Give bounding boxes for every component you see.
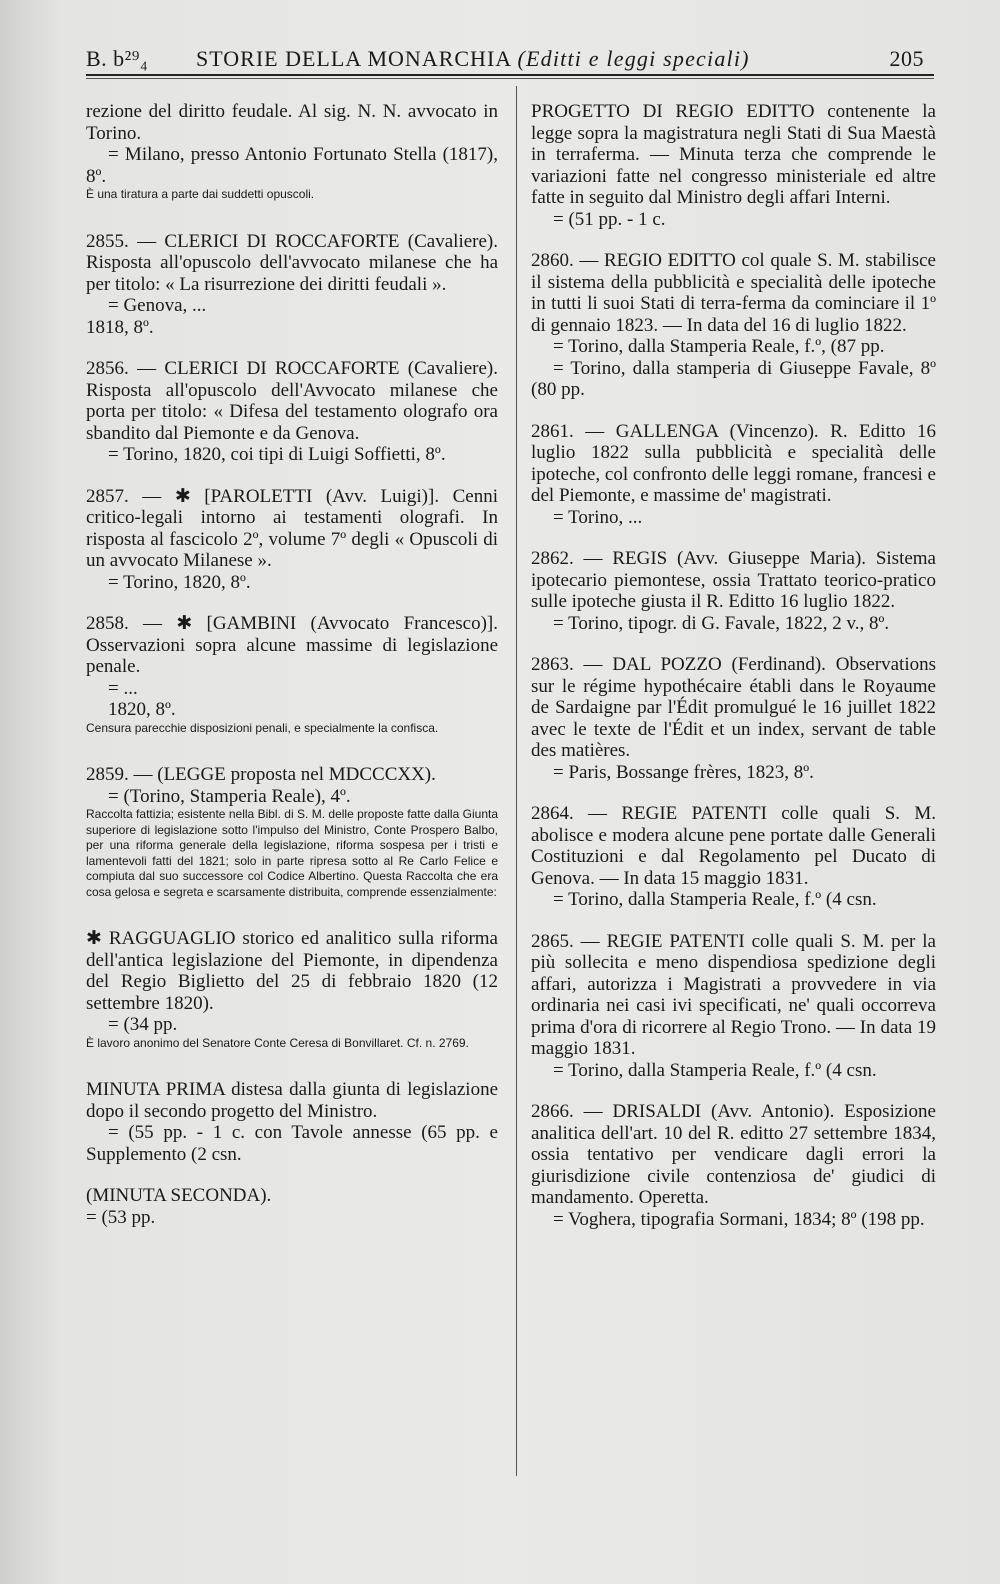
entry-text: MINUTA PRIMA distesa dalla giunta di legislazione dopo il secondo progetto del Ministro. xyxy=(86,1079,498,1122)
entry-text: PROGETTO DI REGIO EDITTO contenente la legge sopra la magistratura negli Stati di Sua Maestà in terraferma. — Minuta terza che comprende le variazioni fatte nel congresso ministeriale ed altre fatte in seguito dal Ministro degli affari Interni. xyxy=(531,101,936,208)
imprint-line: = Paris, Bossange frères, 1823, 8º. xyxy=(553,761,814,783)
entry-text: 2864. — REGIE PATENTI colle quali S. M. abolisce e modera alcune pene portate dalle Generali Costituzioni e dal Regolamento pel Ducato di Genova. — In data 15 maggio 1831. xyxy=(531,803,936,889)
imprint-line: = Milano, presso Antonio Fortunato Stella (1817), 8º. xyxy=(86,144,498,187)
note-gap xyxy=(86,1051,498,1059)
imprint-line: = Torino, dalla Stamperia Reale, f.º, (87 pp. xyxy=(553,336,885,357)
note-gap xyxy=(86,203,498,211)
entry-gap xyxy=(86,1059,498,1079)
entry-gap xyxy=(531,230,936,250)
running-header xyxy=(86,40,936,76)
note-gap xyxy=(86,736,498,744)
entry-gap xyxy=(86,908,498,928)
entry-text: ✱ RAGGUAGLIO storico ed analitico sulla riforma dell'antica legislazione del Piemonte, in dipendenza del Regio Biglietto del 25 di febbraio 1820 (12 settembre 1820). xyxy=(86,928,498,1014)
imprint-line: = (51 pp. - 1 c. xyxy=(553,208,666,230)
imprint-line: = Torino, 1820, coi tipi di Luigi Soffietti, 8º. xyxy=(108,444,446,465)
entry-gap xyxy=(86,593,498,613)
entry-text: (MINUTA SECONDA). xyxy=(86,1185,272,1206)
imprint-line: = (Torino, Stamperia Reale), 4º. xyxy=(108,785,351,807)
running-title-sub: (Editti e leggi speciali) xyxy=(517,46,750,71)
entry-gap xyxy=(86,466,498,486)
bibliographic-note: Raccolta fattizia; esistente nella Bibl. di S. M. delle proposte fatte dalla Giunta superiore di legislazione sotto l'impulso del Ministro, Conte Prospero Balbo, per una riforma generale della legislazione, riforma sospesa per i tristi e lamentevoli fatti del 1821; solo in parte ripresa sotto al Re Carlo Felice e compiuta dal suo successore col Codice Albertino. Questa Raccolta che era cosa gelosa e segreta e scarsamente distribuita, comprende essenzialmente: xyxy=(86,807,498,899)
entry-text: 2855. — CLERICI DI ROCCAFORTE (Cavaliere). Risposta all'opuscolo dell'avvocato milanese che ha per titolo: « La risurrezione dei diritti feudali ». xyxy=(86,230,498,295)
imprint-line: = Torino, 1820, 8º. xyxy=(108,571,251,593)
header-rule-thin xyxy=(86,78,934,79)
entry-gap xyxy=(531,783,936,803)
entry-text: 1818, 8º. xyxy=(86,316,154,338)
imprint-line: = Torino, tipogr. di G. Favale, 1822, 2 v., 8º. xyxy=(553,612,890,634)
entry-gap xyxy=(531,1081,936,1101)
imprint-line: = (34 pp. xyxy=(108,1014,178,1035)
bibliographic-note: È una tiratura a parte dai suddetti opuscoli. xyxy=(86,187,315,201)
bibliographic-note: È lavoro anonimo del Senatore Conte Ceresa di Bonvillaret. Cf. n. 2769. xyxy=(86,1035,469,1050)
entry-text: 2865. — REGIE PATENTI colle quali S. M. per la più sollecita e meno dispendiosa spedizione degli affari, autorizza i Magistrati a provvedere in via ordinaria nei casi ivi specificati, ne' quali occorreva prima d'ora di ricorrere al Regio Trono. — In data 19 maggio 1831. xyxy=(531,930,936,1059)
imprint-line: 1820, 8º. xyxy=(108,699,176,720)
entry-text: 2858. — ✱ [GAMBINI (Avvocato Francesco)]. Osservazioni sopra alcune massime di legislazione penale. xyxy=(86,613,498,677)
entry-text: 2860. — REGIO EDITTO col quale S. M. stabilisce il sistema della pubblicità e specialità delle ipoteche in tutti li suoi Stati di terra-ferma da cominciare il 1º di gennaio 1823. — In data del 16 di luglio 1822. xyxy=(531,250,936,336)
right-column xyxy=(531,101,936,1230)
entry-text: 2862. — REGIS (Avv. Giuseppe Maria). Sistema ipotecario piemontese, ossia Trattato teorico-pratico sulle ipoteche giusta il R. Editto 16 luglio 1822. xyxy=(531,548,936,612)
header-rule xyxy=(86,74,934,76)
imprint-line: = Torino, dalla Stamperia Reale, f.º (4 csn. xyxy=(553,1059,877,1081)
imprint-line: = (55 pp. - 1 c. con Tavole annesse (65 pp. e Supplemento (2 csn. xyxy=(86,1122,498,1165)
entry-gap xyxy=(86,211,498,231)
entry-gap xyxy=(531,911,936,931)
column-divider xyxy=(516,86,517,1476)
left-column xyxy=(86,101,498,1228)
entry-text: 2859. — (LEGGE proposta nel MDCCCXX). xyxy=(86,764,436,785)
signature-mark: B. b²⁹₄ xyxy=(86,46,149,71)
entry-text: 2861. — GALLENGA (Vincenzo). R. Editto 16 luglio 1822 sulla pubblicità e specialità delle ipoteche, col confronto delle leggi romane, francesi e del Piemonte, e massime de' magistrati. xyxy=(531,420,936,506)
bibliographic-note: Censura parecchie disposizioni penali, e specialmente la confisca. xyxy=(86,720,439,735)
entry-gap xyxy=(531,528,936,548)
entry-text: 2866. — DRISALDI (Avv. Antonio). Esposizione analitica dell'art. 10 del R. editto 27 settembre 1834, ossia tentativo per vendicare dagli errori la giurisdizione civile contenziosa de' giudici di mandamento. Operetta. xyxy=(531,1101,936,1208)
note-gap xyxy=(86,900,498,908)
imprint-line: = Torino, dalla Stamperia Reale, f.º (4 csn. xyxy=(553,889,877,910)
entry-text: 2856. — CLERICI DI ROCCAFORTE (Cavaliere). Risposta all'opuscolo dell'Avvocato milanese che porta per titolo: « Difesa del testamento olografo ora sbandito dal Piemonte e da Genova. xyxy=(86,358,498,444)
entry-gap xyxy=(86,1165,498,1185)
imprint-line: = Torino, dalla stamperia di Giuseppe Favale, 8º (80 pp. xyxy=(531,357,936,400)
entry-text: 2863. — DAL POZZO (Ferdinand). Observations sur le régime hypothécaire établi dans le Royaume de Sardaigne par l'Édit promulgué le 16 juillet 1822 avec le texte de l'Édit et un index, servant de table des matières. xyxy=(531,654,936,761)
entry-gap xyxy=(86,338,498,358)
entry-gap xyxy=(86,744,498,764)
imprint-line: = Torino, ... xyxy=(553,506,643,528)
entry-text: 2857. — ✱ [PAROLETTI (Avv. Luigi)]. Cenni critico-legali intorno ai testamenti olografi. In risposta al fascicolo 2º, volume 7º degli « Opuscoli di un avvocato Milanese ». xyxy=(86,485,498,571)
running-title xyxy=(196,46,886,72)
running-title-main: STORIE DELLA MONARCHIA xyxy=(196,46,511,71)
imprint-line: = Voghera, tipografia Sormani, 1834; 8º (198 pp. xyxy=(553,1208,925,1230)
entry-gap xyxy=(531,634,936,654)
imprint-line: = ... xyxy=(108,677,138,699)
page-number: 205 xyxy=(889,46,924,71)
entry-gap xyxy=(531,401,936,421)
entry-text: rezione del diritto feudale. Al sig. N. N. avvocato in Torino. xyxy=(86,101,498,144)
imprint-line: = Genova, ... xyxy=(108,295,207,316)
entry-text: = (53 pp. xyxy=(86,1206,156,1228)
